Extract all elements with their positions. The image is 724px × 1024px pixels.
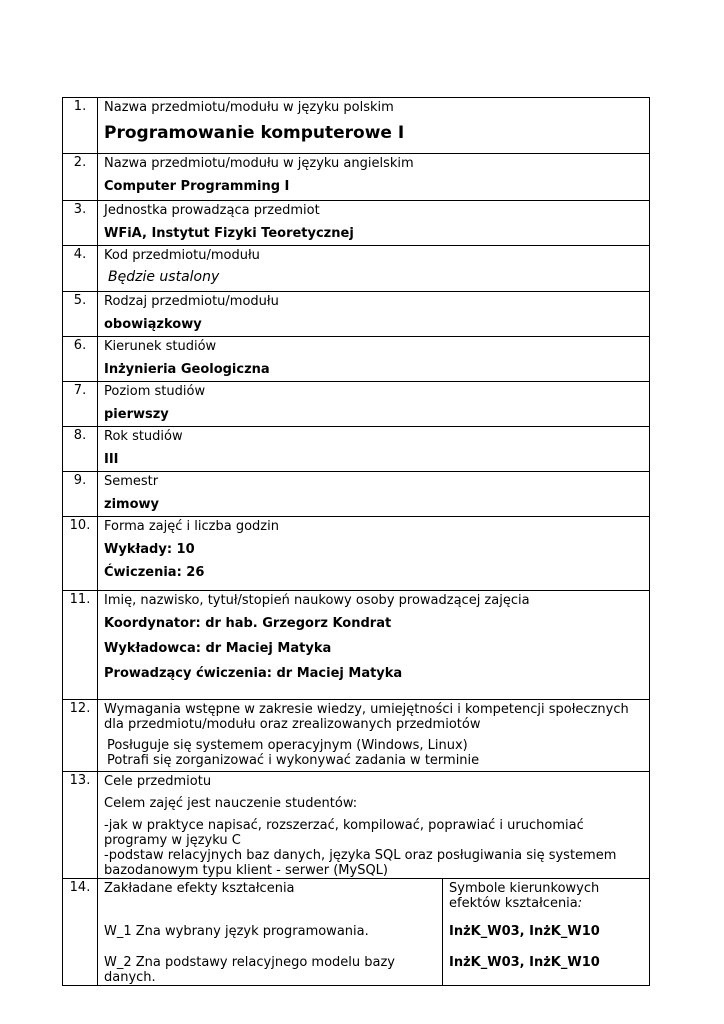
table-row (63, 98, 650, 154)
learning-outcome-w1: W_1 Zna wybrany język programowania. (104, 924, 369, 939)
row-number: 4. (63, 246, 98, 292)
learning-outcome-w2: W_2 Zna podstawy relacyjnego modelu bazy danych. (104, 955, 396, 985)
field-label: Wymagania wstępne w zakresie wiedzy, umiejętności i kompetencji społecznych dla przedmiotu/modułu oraz zrealizowanych przedmiotów (104, 702, 629, 732)
row-number: 2. (63, 154, 98, 201)
lecturer: Wykładowca: dr Maciej Matyka (104, 641, 332, 656)
table-row (63, 382, 650, 427)
field-label: Imię, nazwisko, tytuł/stopień naukowy osoby prowadzącej zajęcia (104, 593, 530, 608)
course-code: Będzie ustalony (108, 269, 220, 285)
row-number: 6. (63, 337, 98, 382)
field-label: Jednostka prowadząca przedmiot (104, 203, 320, 218)
field-label: Forma zajęć i liczba godzin (104, 519, 279, 534)
course-name-polish: Programowanie komputerowe I (104, 123, 405, 143)
field-label: Kod przedmiotu/modułu (104, 248, 260, 263)
table-row (63, 246, 650, 292)
table-row (63, 154, 650, 201)
row-number: 9. (63, 472, 98, 517)
table-row (63, 879, 650, 986)
goal-2: -podstaw relacyjnych baz danych, języka SQL oraz posługiwania się systemem bazodanowym typu klient - serwer (MySQL) (104, 848, 617, 878)
study-level: pierwszy (104, 407, 169, 422)
prerequisite-2: Potrafi się zorganizować i wykonywać zadania w terminie (107, 753, 480, 768)
table-row (63, 337, 650, 382)
row-number: 8. (63, 427, 98, 472)
field-label: Cele przedmiotu (104, 774, 212, 789)
exercise-hours: Ćwiczenia: 26 (104, 565, 205, 580)
field-label: Zakładane efekty kształcenia (104, 881, 295, 896)
study-year: III (104, 452, 119, 467)
lecture-hours: Wykłady: 10 (104, 542, 195, 557)
teaching-unit: WFiA, Instytut Fizyki Teoretycznej (104, 226, 354, 241)
course-type: obowiązkowy (104, 317, 202, 332)
table-row (63, 427, 650, 472)
symbols-w2: InżK_W03, InżK_W10 (449, 955, 600, 970)
row-number: 14. (63, 879, 98, 986)
row-number: 11. (63, 591, 98, 700)
table-row (63, 772, 650, 879)
row-number: 7. (63, 382, 98, 427)
symbols-header: Symbole kierunkowych efektów kształcenia (449, 881, 600, 911)
goal-1: -jak w praktyce napisać, rozszerzać, kompilować, poprawiać i uruchomiać programy w języku C (104, 818, 584, 848)
row-number: 1. (63, 98, 98, 154)
field-label: Kierunek studiów (104, 339, 217, 354)
symbols-w1: InżK_W03, InżK_W10 (449, 924, 600, 939)
exercise-instructor: Prowadzący ćwiczenia: dr Maciej Matyka (104, 666, 403, 681)
semester: zimowy (104, 497, 159, 512)
field-label: Semestr (104, 474, 159, 489)
row-number: 10. (63, 517, 98, 591)
table-row (63, 700, 650, 772)
row-number: 5. (63, 292, 98, 337)
row-number: 3. (63, 201, 98, 246)
row-number: 13. (63, 772, 98, 879)
field-label: Nazwa przedmiotu/modułu w języku angielskim (104, 156, 414, 171)
table-row (63, 201, 650, 246)
table-row (63, 472, 650, 517)
course-syllabus-table (62, 97, 650, 986)
symbols-header-colon: : (577, 896, 583, 911)
table-row (63, 517, 650, 591)
goals-intro: Celem zajęć jest nauczenie studentów: (104, 796, 358, 811)
coordinator: Koordynator: dr hab. Grzegorz Kondrat (104, 616, 392, 631)
field-label: Nazwa przedmiotu/modułu w języku polskim (104, 100, 394, 115)
table-row (63, 591, 650, 700)
course-name-english: Computer Programming I (104, 179, 290, 194)
field-of-study: Inżynieria Geologiczna (104, 362, 270, 377)
field-label: Rodzaj przedmiotu/modułu (104, 294, 279, 309)
field-label: Rok studiów (104, 429, 183, 444)
row-number: 12. (63, 700, 98, 772)
field-label: Poziom studiów (104, 384, 206, 399)
prerequisite-1: Posługuje się systemem operacyjnym (Windows, Linux) (107, 738, 468, 753)
table-row (63, 292, 650, 337)
